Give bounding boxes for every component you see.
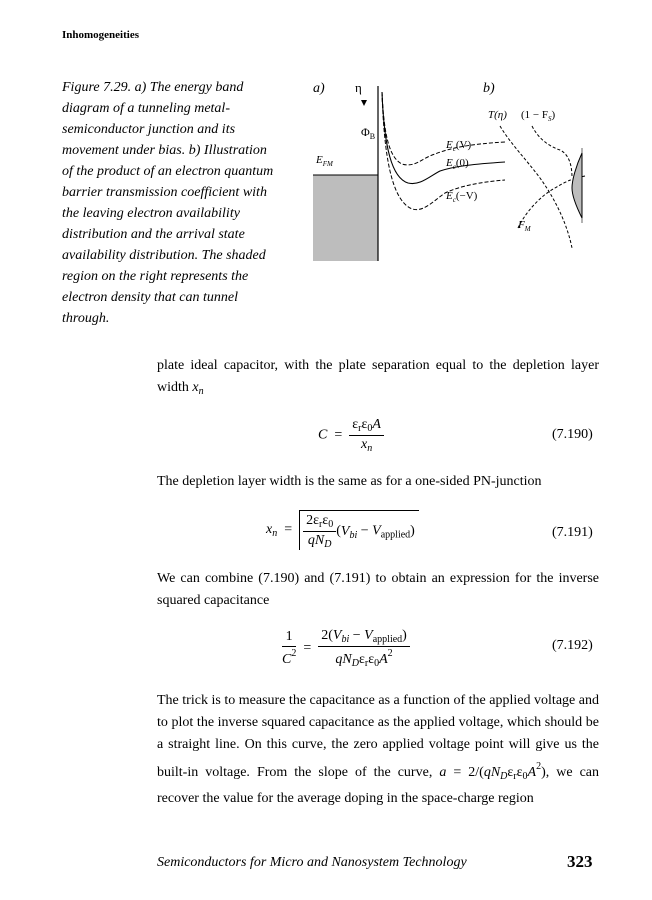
efm-label: $E_{FM}$ <box>316 154 333 168</box>
eta-symbol: η <box>355 80 362 95</box>
page-number: 323 <box>567 852 593 871</box>
paragraph-3: We can combine (7.190) and (7.191) to obtain an expression for the inverse squared capacitance <box>157 571 599 608</box>
one-minus-fs-label: $(1 - F_S)$ <box>521 109 556 123</box>
eta-arrow-icon <box>361 100 367 106</box>
fs-curve <box>532 126 572 178</box>
equation-number-191: (7.191) <box>552 525 593 540</box>
paragraph-4: The trick is to measure the capacitance as a function of the applied voltage and to plot the inverse squared capacitance as the applied voltage, which should be a straight line. On this curve, the zero applied voltage point will give us the built-in voltage. From the slope of the curve, $a = 2/(qN_D\varepsilon_r\varepsilon_0A^2)$, we can recover the value for the average doping in the space-charge region <box>157 693 600 806</box>
ec-v-label: $E_c(V)$ <box>446 139 472 153</box>
footer-book-title: Semiconductors for Micro and Nanosystem Technology <box>157 855 467 870</box>
equation-7-191: $x_n$ = $\frac{2\varepsilon_r\varepsilon_0}{qN_D}$ $(V_{bi} - V_{applied})$ <box>266 510 419 550</box>
ec-0-curve <box>382 92 505 184</box>
metal-shaded-region <box>313 175 378 261</box>
ec-minus-v-label: $E_c(-V)$ <box>446 190 478 204</box>
equation-number-192: (7.192) <box>552 638 593 653</box>
equation-7-192: $\frac{1}{C^2}$ = $\frac{2(V_{bi} - V_{applied})}{qN_D\varepsilon_r\varepsilon_0A^2}$ <box>282 628 410 669</box>
energy-band-figure <box>300 78 610 268</box>
running-header: Inhomogeneities <box>62 29 139 41</box>
ec-0-label: $E_c(0)$ <box>446 157 469 171</box>
equation-number-190: (7.190) <box>552 427 593 442</box>
panel-b-label: b) <box>483 81 495 96</box>
tunnel-density-shaded <box>572 153 582 218</box>
ec-v-curve <box>382 92 505 165</box>
fm-label: $F_M$ <box>518 219 531 233</box>
panel-a-label: a) <box>313 81 325 96</box>
phi-b-label: $\Phi_B$ <box>361 125 376 141</box>
figure-caption: Figure 7.29. a) The energy band diagram of a tunneling metal-semiconductor junction and its movement under bias. b) Illustration of the product of an electron quantum barrier transmission coefficient with the leaving electron availability distribution and the arrival state availability distribution. The shaded region on the right represents the electron density that can tunnel through. <box>62 80 274 326</box>
equation-7-190: C = $\frac{\varepsilon_r\varepsilon_0A}{x_n}$ <box>318 417 384 454</box>
paragraph-2: The depletion layer width is the same as for a one-sided PN-junction <box>157 474 542 489</box>
t-eta-label: T(η) <box>488 109 507 121</box>
t-eta-curve <box>500 126 572 248</box>
paragraph-1: plate ideal capacitor, with the plate separation equal to the depletion layer width $x_n$ <box>157 358 599 397</box>
